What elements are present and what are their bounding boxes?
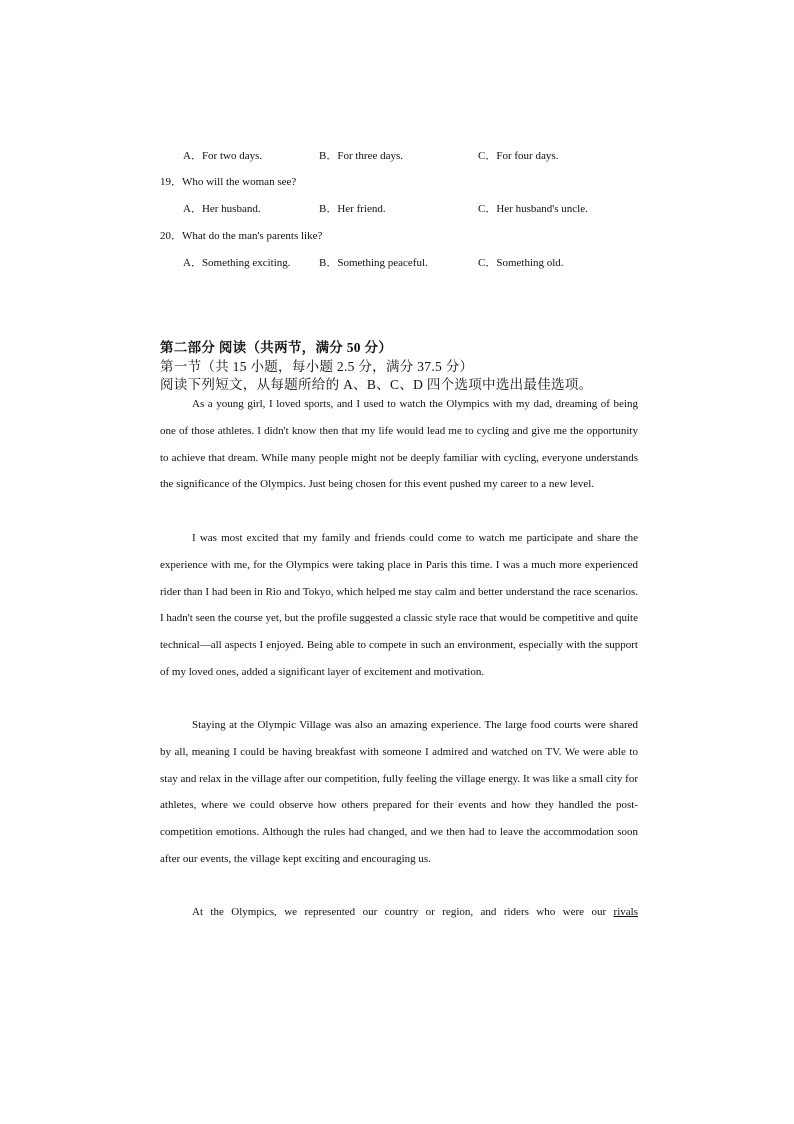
q18-option-c: C．For four days.: [478, 150, 559, 162]
q18-option-a: A．For two days.: [183, 150, 263, 162]
q20-question: 20．What do the man's parents like?: [160, 230, 323, 242]
passage-paragraph-1: As a young girl, I loved sports, and I used to watch the Olympics with my dad, dreaming of being one of those athletes. I didn't know then that my life would lead me to cycling and give me the opportunity to achieve that dream. While many people might not be deeply familiar with cycling, everyone understands the significance of the Olympics. Just being chosen for this event pushed my career to a new level.: [160, 398, 638, 491]
passage-paragraph-4-text: At the Olympics, we represented our country or region, and riders who were our: [192, 906, 607, 918]
q19-option-b: B．Her friend.: [319, 203, 386, 215]
section-subtitle: 第一节（共 15 小题，每小题 2.5 分，满分 37.5 分）: [160, 359, 474, 374]
section-instruction: 阅读下列短文，从每题所给的 A、B、C、D 四个选项中选出最佳选项。: [160, 377, 593, 392]
q18-option-b: B．For three days.: [319, 150, 404, 162]
passage-paragraph-4: [160, 899, 638, 926]
passage-paragraph-2: I was most excited that my family and friends could come to watch me participate and share the experience with me, for the Olympics were taking place in Paris this time. I was a much more experienced rider than I had been in Rio and Tokyo, which helped me stay calm and better understand the race scenarios. I hadn't seen the course yet, but the profile suggested a classic style race that would be competitive and quite technical—all aspects I enjoyed. Being able to compete in such an environment, especially with the support of my loved ones, added a significant layer of excitement and motivation.: [160, 532, 638, 678]
part-title: 第二部分 阅读（共两节，满分 50 分）: [160, 340, 393, 355]
q19-option-a: A．Her husband.: [183, 203, 261, 215]
q19-question: 19．Who will the woman see?: [160, 176, 297, 188]
passage-paragraph-3: Staying at the Olympic Village was also an amazing experience. The large food courts were shared by all, meaning I could be having breakfast with someone I admired and watched on TV. We were able to stay and relax in the village after our competition, fully feeling the village energy. It was like a small city for athletes, where we could observe how others prepared for their events and how they handled the post-competition emotions. Although the rules had changed, and we then had to leave the accommodation soon after our events, the village kept exciting and encouraging us.: [160, 719, 638, 865]
q19-option-c: C．Her husband's uncle.: [478, 203, 588, 215]
q20-option-b: B．Something peaceful.: [319, 257, 428, 269]
q20-option-c: C．Something old.: [478, 257, 564, 269]
underlined-word-rivals: rivals: [613, 906, 638, 918]
q20-option-a: A．Something exciting.: [183, 257, 291, 269]
